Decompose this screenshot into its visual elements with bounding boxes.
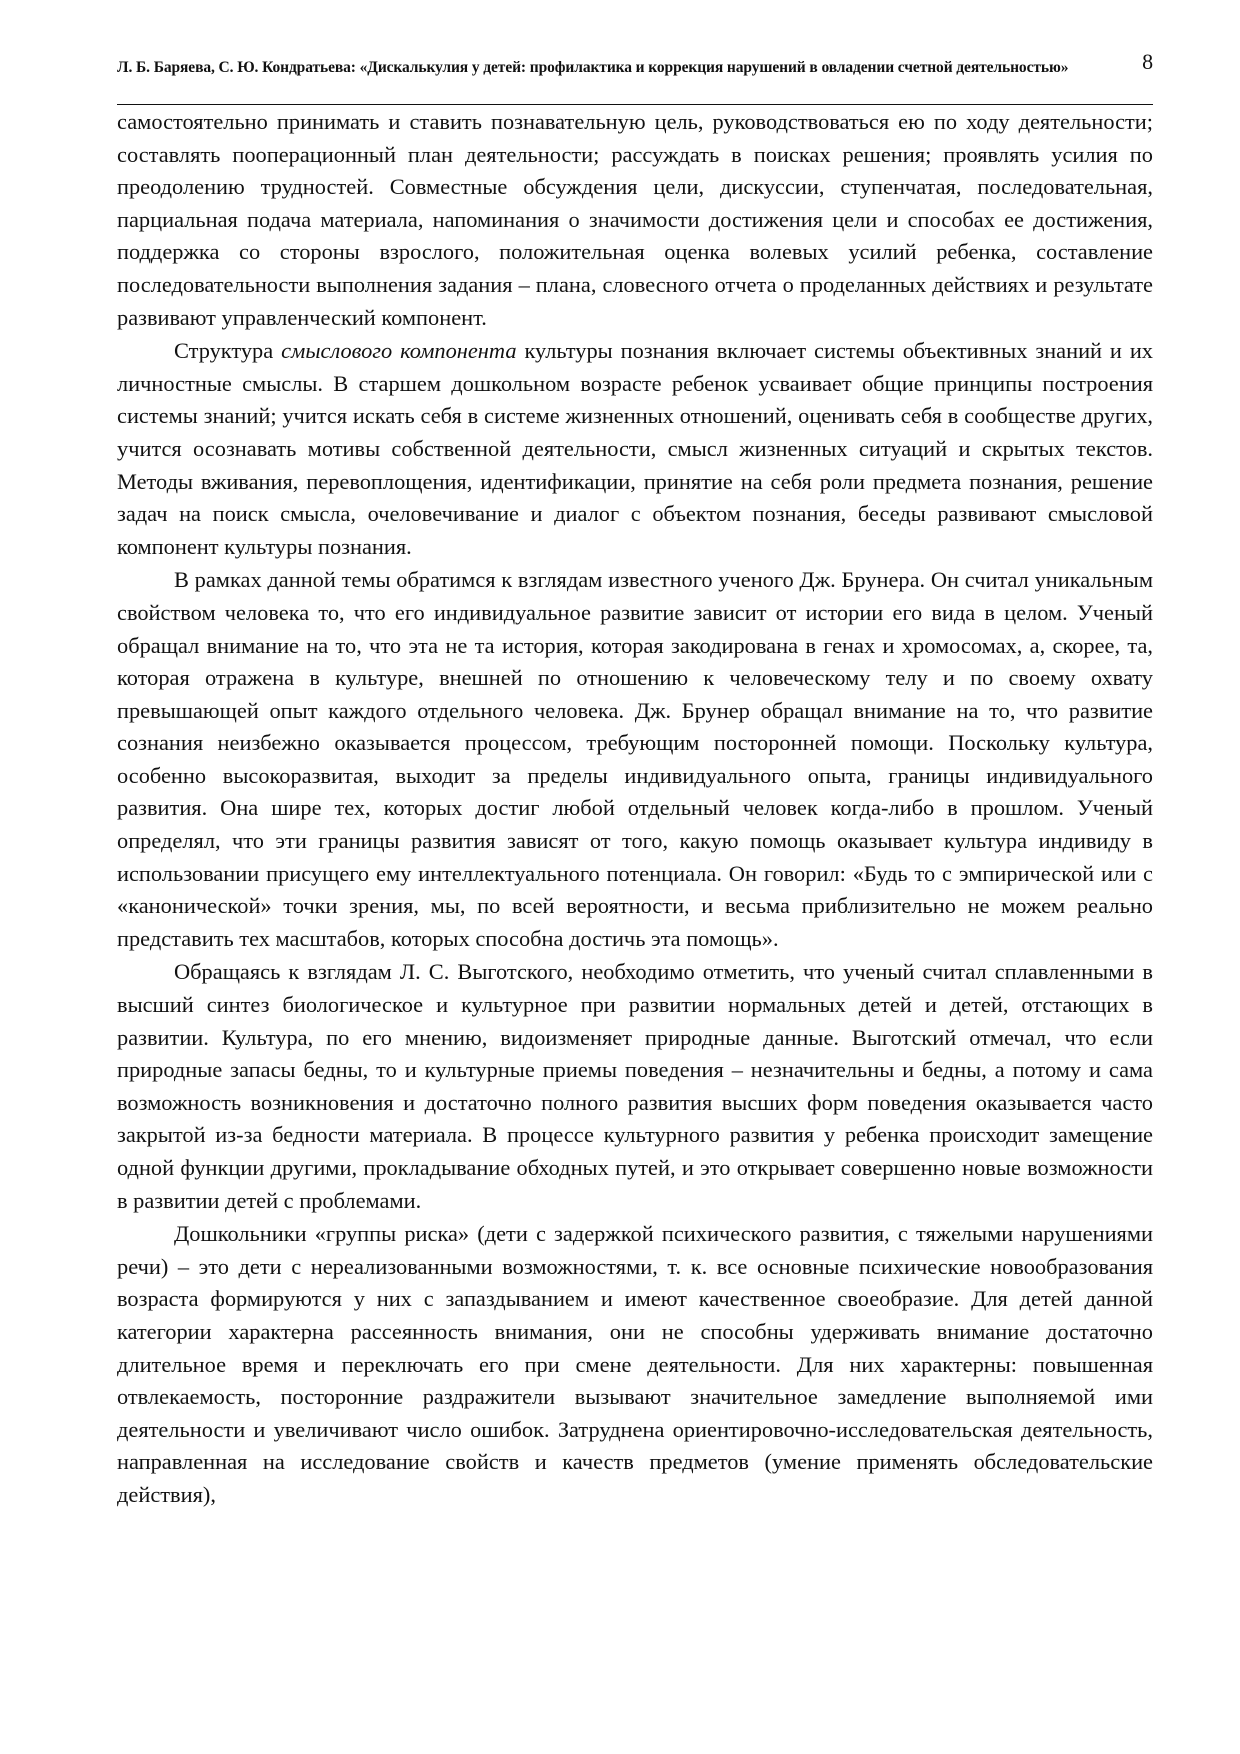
paragraph-3: В рамках данной темы обратимся к взглядам известного ученого Дж. Брунера. Он считал уникальным свойством человека то, что его индивидуальное развитие зависит от истории его вида в целом. Ученый обращал внимание на то, что эта не та история, которая закодирована в генах и хромосомах, а, скорее, та, которая отражена в культуре, внешней по отношению к человеческому телу и по своему охвату превышающей опыт каждого отдельного человека. Дж. Брунер обращал внимание на то, что развитие сознания неизбежно оказывается процессом, требующим посторонней помощи. Поскольку культура, особенно высокоразвитая, выходит за пределы индивидуального опыта, границы индивидуального развития. Она шире тех, которых достиг любой отдельный человек когда-либо в прошлом. Ученый определял, что эти границы развития зависят от того, какую помощь оказывает культура индивиду в использовании присущего ему интеллектуального потенциала. Он говорил: «Будь то с эмпирической или с «канонической» точки зрения, мы, по всей вероятности, и весьма приблизительно не можем реально представить тех масштабов, которых способна достичь эта помощь». <box>117 567 1153 951</box>
header-divider <box>117 104 1153 105</box>
paragraph-5: Дошкольники «группы риска» (дети с задержкой психического развития, с тяжелыми нарушениями речи) – это дети с нереализованными возможностями, т. к. все основные психические новообразования возраста формируются у них с запаздыванием и имеют качественное своеобразие. Для детей данной категории характерна рассеянность внимания, они не способны удерживать внимание достаточно длительное время и переключать его при смене деятельности. Для них характерны: повышенная отвлекаемость, посторонние раздражители вызывают значительное замедление выполняемой ими деятельности и увеличивают число ошибок. Затруднена ориентировочно-исследовательская деятельность, направленная на исследование свойств и качеств предметов (умение применять обследовательские действия), <box>117 1221 1153 1507</box>
paragraph-1: самостоятельно принимать и ставить познавательную цель, руководствоваться ею по ходу деятельности; составлять пооперационный план деятельности; рассуждать в поисках решения; проявлять усилия по преодолению трудностей. Совместные обсуждения цели, дискуссии, ступенчатая, последовательная, парциальная подача материала, напоминания о значимости достижения цели и способах ее достижения, поддержка со стороны взрослого, положительная оценка волевых усилий ребенка, составление последовательности выполнения задания – плана, словесного отчета о проделанных действиях и результате развивают управленческий компонент. <box>117 109 1153 330</box>
paragraph-4: Обращаясь к взглядам Л. С. Выготского, необходимо отметить, что ученый считал сплавленными в высший синтез биологическое и культурное при развитии нормальных детей и детей, отстающих в развитии. Культура, по его мнению, видоизменяет природные данные. Выготский отмечал, что если природные запасы бедны, то и культурные приемы поведения – незначительны и бедны, а потому и сама возможность возникновения и достаточно полного развития высших форм поведения оказывается часто закрытой из-за бедности материала. В процессе культурного развития у ребенка происходит замещение одной функции другими, прокладывание обходных путей, и это открывает совершенно новые возможности в развитии детей с проблемами. <box>117 959 1153 1213</box>
paragraph-2-emphasis: смыслового компонента <box>281 338 517 364</box>
paragraph-2-start: Структура <box>174 338 282 364</box>
paragraph-2-rest: культуры познания включает системы объективных знаний и их личностные смыслы. В старшем дошкольном возрасте ребенок усваивает общие принципы построения системы знаний; учится искать себя в системе жизненных отношений, оценивать себя в сообществе других, учится осознавать мотивы собственной деятельности, смысл жизненных ситуаций и скрытых текстов. Методы вживания, перевоплощения, идентификации, принятие на себя роли предмета познания, решение задач на поиск смысла, очеловечивание и диалог с объектом познания, беседы развивают смысловой компонент культуры познания. <box>117 338 1153 559</box>
running-header <box>117 49 1153 77</box>
body-text <box>117 106 1153 1512</box>
paragraph-2 <box>117 335 1153 563</box>
running-title: Л. Б. Баряева, С. Ю. Кондратьева: «Дискалькулия у детей: профилактика и коррекция нарушений в овладении счетной деятельностью» <box>117 59 1069 76</box>
page-number: 8 <box>1142 49 1153 74</box>
